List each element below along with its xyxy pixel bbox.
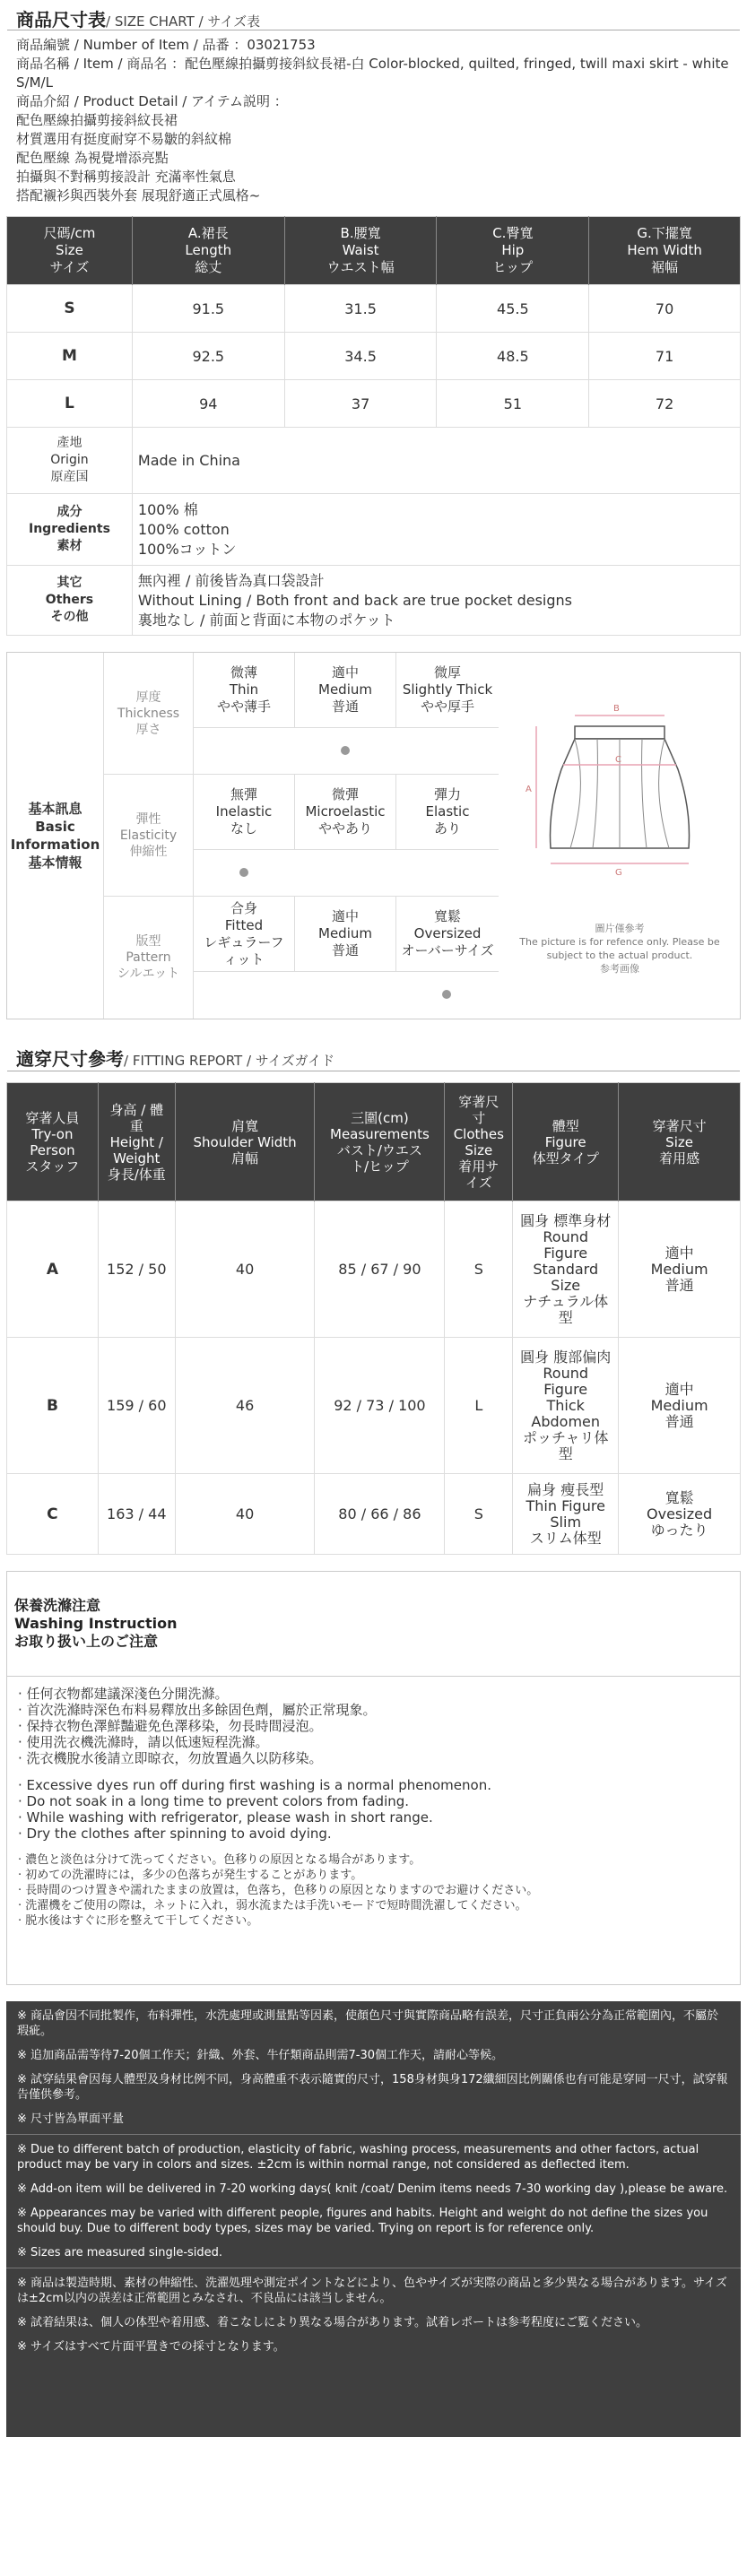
size-header-cell: 尺碼/cm Size サイズ: [7, 217, 133, 285]
product-info-line: 商品介紹 / Product Detail / アイテム説明 ：: [16, 93, 288, 109]
basic-info-grid: [104, 653, 499, 1019]
thickness-row: [104, 653, 499, 775]
fit-person: C: [7, 1474, 99, 1555]
fit-header-measurements: 三圍(cm) Measurements バスト/ウエス ト/ヒップ: [315, 1083, 445, 1201]
fit-feel: 適中 Medium 普通: [619, 1201, 741, 1338]
selected-dot: [341, 746, 350, 755]
table-row: [7, 1474, 741, 1555]
washing-title: 保養洗滌注意 Washing Instruction お取り扱い上のご注意: [7, 1572, 740, 1677]
basic-info-label: 基本訊息 Basic Information 基本情報: [7, 653, 104, 1019]
size-label: S: [7, 285, 133, 333]
size-value: 37: [284, 380, 437, 428]
product-info-line: 配色壓線 為視覺增添亮點: [16, 150, 169, 166]
size-chart-header: [7, 0, 740, 30]
size-value: 92.5: [132, 333, 284, 380]
selected-dot: [239, 868, 248, 877]
origin-label: 產地 Origin 原産国: [7, 428, 133, 494]
length-header-cell: A.裙長 Length 総丈: [132, 217, 284, 285]
label-b: B: [613, 704, 620, 714]
fit-height-weight: 159 / 60: [98, 1338, 175, 1474]
washing-group-ja: · 濃色と淡色は分けて洗ってください。色移りの原因となる場合があります。 · 初めての洗濯時には，多少の色落ちが発生することがあります。 · 長時間のつけ置きや濡れたままの放置は，色落ち，色移りの原因となりますのでお避けください。 · 洗濯機をご使用の際は，ネットに入れ，弱水流または手洗いモードで短時間洗濯してください。 · 脱水後はすぐに形を整えて干してください。: [18, 1853, 539, 1928]
table-row: [7, 380, 741, 428]
pattern-row: [104, 897, 499, 1019]
fit-header-shoulder: 肩寬 Shoulder Width 肩幅: [175, 1083, 315, 1201]
fit-figure: 圓身 腹部偏肉 Round Figure Thick Abdomen ポッチャリ体 型: [513, 1338, 619, 1474]
table-row: [7, 1338, 741, 1474]
origin-row: [7, 428, 741, 494]
fitting-subtitle: / FITTING REPORT / サイズガイド: [124, 1053, 335, 1069]
thickness-category: 厚度 Thickness 厚さ: [104, 653, 194, 774]
washing-instruction-panel: [6, 1571, 741, 1985]
others-label: 其它 Others その他: [7, 566, 133, 636]
basic-info-panel: [6, 652, 741, 1019]
fit-header-person: 穿著人員 Try-on Person スタッフ: [7, 1083, 99, 1201]
fit-shoulder: 46: [175, 1338, 315, 1474]
size-value: 48.5: [437, 333, 589, 380]
size-value: 91.5: [132, 285, 284, 333]
page-title: 商品尺寸表: [16, 9, 106, 30]
size-value: 94: [132, 380, 284, 428]
fit-height-weight: 152 / 50: [98, 1201, 175, 1338]
option-inelastic: 無彈 Inelastic なし: [194, 775, 295, 850]
option-elastic: 彈力 Elastic あり: [396, 775, 499, 850]
option-microelastic: 微彈 Microelastic ややあり: [295, 775, 396, 850]
size-value: 31.5: [284, 285, 437, 333]
product-info-line: 材質選用有挺度耐穿不易皺的斜紋棉: [16, 131, 232, 147]
product-info-line: 配色壓線拍攝剪接斜紋長裙: [16, 112, 178, 128]
origin-value: Made in China: [132, 428, 740, 494]
washing-group-zh: · 任何衣物都建議深淺色分開洗滌。 · 首次洗滌時深色布料易釋放出多餘固色劑，屬於正常現象。 · 保持衣物色澤鮮豔避免色澤移染，勿長時間浸泡。 · 使用洗衣機洗滌時，請以低速短程洗滌。 · 洗衣機脫水後請立即晾衣，勿放置過久以防移染。: [18, 1686, 377, 1766]
ingredients-label: 成分 Ingredients 素材: [7, 494, 133, 566]
label-c: C: [615, 755, 621, 765]
fitting-table-header: [7, 1083, 741, 1201]
product-info-line: 商品編號 / Number of Item / 品番 ：03021753: [16, 37, 316, 53]
fit-size: S: [445, 1474, 513, 1555]
option-medium: 適中 Medium 普通: [295, 653, 396, 728]
ingredients-row: [7, 494, 741, 566]
fit-measurements: 80 / 66 / 86: [315, 1474, 445, 1555]
elasticity-category: 彈性 Elasticity 伸縮性: [104, 775, 194, 896]
fit-person: A: [7, 1201, 99, 1338]
elasticity-row: [104, 775, 499, 897]
product-info-line: 商品名稱 / Item / 商品名 ：配色壓線拍攝剪接斜紋長裙-白 Color-blocked, quilted, fringed, twill maxi skirt - white S/M/L: [16, 56, 729, 91]
fitting-title: 適穿尺寸參考: [16, 1048, 124, 1070]
hip-header-cell: C.臀寬 Hip ヒップ: [437, 217, 589, 285]
skirt-diagram: [499, 653, 741, 1019]
notes-block-en: ※ Due to different batch of production, elasticity of fabric, washing process, measurements and other factors, actual product may be vary in colors and sizes. ±2cm is within normal range, not considered as deflected item. ※ Add-on item will be delivered in 7-20 working days( knit /coat/ Denim items needs 7-30 working day ),please be aware. ※ Appearances may be varied with different people, figures and habits. Height and weight do not define the sizes you should buy. Due to different body types, sizes may be varied. Trying on report is for reference only. ※ Sizes are measured single-sided.: [6, 2135, 741, 2268]
fit-header-figure: 體型 Figure 体型タイプ: [513, 1083, 619, 1201]
size-value: 45.5: [437, 285, 589, 333]
fit-header-clothes-size: 穿著尺 寸 Clothes Size 着用サ イズ: [445, 1083, 513, 1201]
page-subtitle: / SIZE CHART / サイズ表: [106, 13, 261, 30]
size-value: 51: [437, 380, 589, 428]
label-a: A: [526, 785, 532, 794]
table-row: [7, 285, 741, 333]
washing-body: [7, 1677, 740, 1948]
pattern-category: 版型 Pattern シルエット: [104, 897, 194, 1019]
others-row: [7, 566, 741, 636]
diagram-caption: 圖片僅參考 The picture is for refence only. Please be subject to the actual product. 参考画像: [519, 923, 720, 975]
option-fitted: 合身 Fitted レギュラーフィット: [194, 897, 295, 972]
fit-feel: 寬鬆 Ovesized ゆったり: [619, 1474, 741, 1555]
option-oversized: 寬鬆 Oversized オーバーサイズ: [396, 897, 499, 972]
fit-shoulder: 40: [175, 1201, 315, 1338]
size-value: 71: [589, 333, 741, 380]
size-table: [6, 216, 741, 636]
size-label: L: [7, 380, 133, 428]
notes-block-zh: ※ 商品會因不同批製作，布料彈性，水洗處理或測量點等因素，使顏色尺寸與實際商品略有誤差，尺寸正負兩公分為正常範圍內，不屬於瑕疵。 ※ 追加商品需等待7-20個工作天；針織、外套、牛仔類商品則需7-30個工作天，請耐心等候。 ※ 試穿結果會因每人體型及身材比例不同，身高體重不表示隨實的尺寸，158身材與身172纖細因比例關係也有可能是穿同一尺寸，試穿報告僅供參考。 ※ 尺寸皆為單面平量: [6, 2001, 741, 2135]
option-medium-fit: 適中 Medium 普通: [295, 897, 396, 972]
fit-feel: 適中 Medium 普通: [619, 1338, 741, 1474]
fit-measurements: 85 / 67 / 90: [315, 1201, 445, 1338]
fit-measurements: 92 / 73 / 100: [315, 1338, 445, 1474]
notes-block-ja: ※ 商品は製造時期、素材の伸縮性、洗濯処理や測定ポイントなどにより、色やサイズが実際の商品と多少異なる場合があります。サイズは±2cm以内の誤差は正常範囲とみなされ、不良品には該当しません。 ※ 試着結果は、個人の体型や着用感、着こなしにより異なる場合があります。試着レポートは参考程度にご覧ください。 ※ サイズはすべて片面平置きでの採寸となります。: [17, 2277, 727, 2354]
fit-size: S: [445, 1201, 513, 1338]
size-label: M: [7, 333, 133, 380]
ingredients-value: 100% 棉 100% cotton 100%コットン: [132, 494, 740, 566]
selected-dot: [442, 990, 451, 999]
fit-header-height: 身高 / 體 重 Height / Weight 身長/体重: [98, 1083, 175, 1201]
fit-header-feel: 穿著尺寸 Size 着用感: [619, 1083, 741, 1201]
size-table-header: [7, 217, 741, 285]
waist-header-cell: B.腰寬 Waist ウエスト幅: [284, 217, 437, 285]
others-value: 無內裡 / 前後皆為真口袋設計 Without Lining / Both front and back are true pocket designs 裏地なし / 前面と背面に本物のポケット: [132, 566, 740, 636]
table-row: [7, 333, 741, 380]
fit-height-weight: 163 / 44: [98, 1474, 175, 1555]
product-info: [0, 30, 747, 205]
fitting-report-header: [7, 1045, 740, 1071]
skirt-measure-diagram: [499, 653, 741, 922]
notes-panel: [6, 2001, 741, 2437]
fitting-table: [6, 1082, 741, 1555]
product-info-line: 拍攝與不對稱剪接設計 充滿率性氣息: [16, 169, 236, 185]
fit-size: L: [445, 1338, 513, 1474]
fit-person: B: [7, 1338, 99, 1474]
skirt-waistband: [575, 726, 664, 739]
option-slightly-thick: 微厚 Slightly Thick やや厚手: [396, 653, 499, 728]
hem-header-cell: G.下擺寬 Hem Width 裾幅: [589, 217, 741, 285]
label-g: G: [615, 868, 622, 878]
fit-shoulder: 40: [175, 1474, 315, 1555]
washing-group-en: · Excessive dyes run off during first washing is a normal phenomenon. · Do not soak in a long time to prevent colors from fading. · While washing with refrigerator, please wash in short range. · Dry the clothes after spinning to avoid dying.: [18, 1777, 491, 1842]
size-value: 34.5: [284, 333, 437, 380]
option-thin: 微薄 Thin やや薄手: [194, 653, 295, 728]
fit-figure: 圓身 標準身材 Round Figure Standard Size ナチュラル体 型: [513, 1201, 619, 1338]
product-info-line: 搭配襯衫與西裝外套 展現舒適正式風格~: [16, 187, 261, 204]
size-value: 70: [589, 285, 741, 333]
fit-figure: 扁身 瘦長型 Thin Figure Slim スリム体型: [513, 1474, 619, 1555]
size-value: 72: [589, 380, 741, 428]
table-row: [7, 1201, 741, 1338]
